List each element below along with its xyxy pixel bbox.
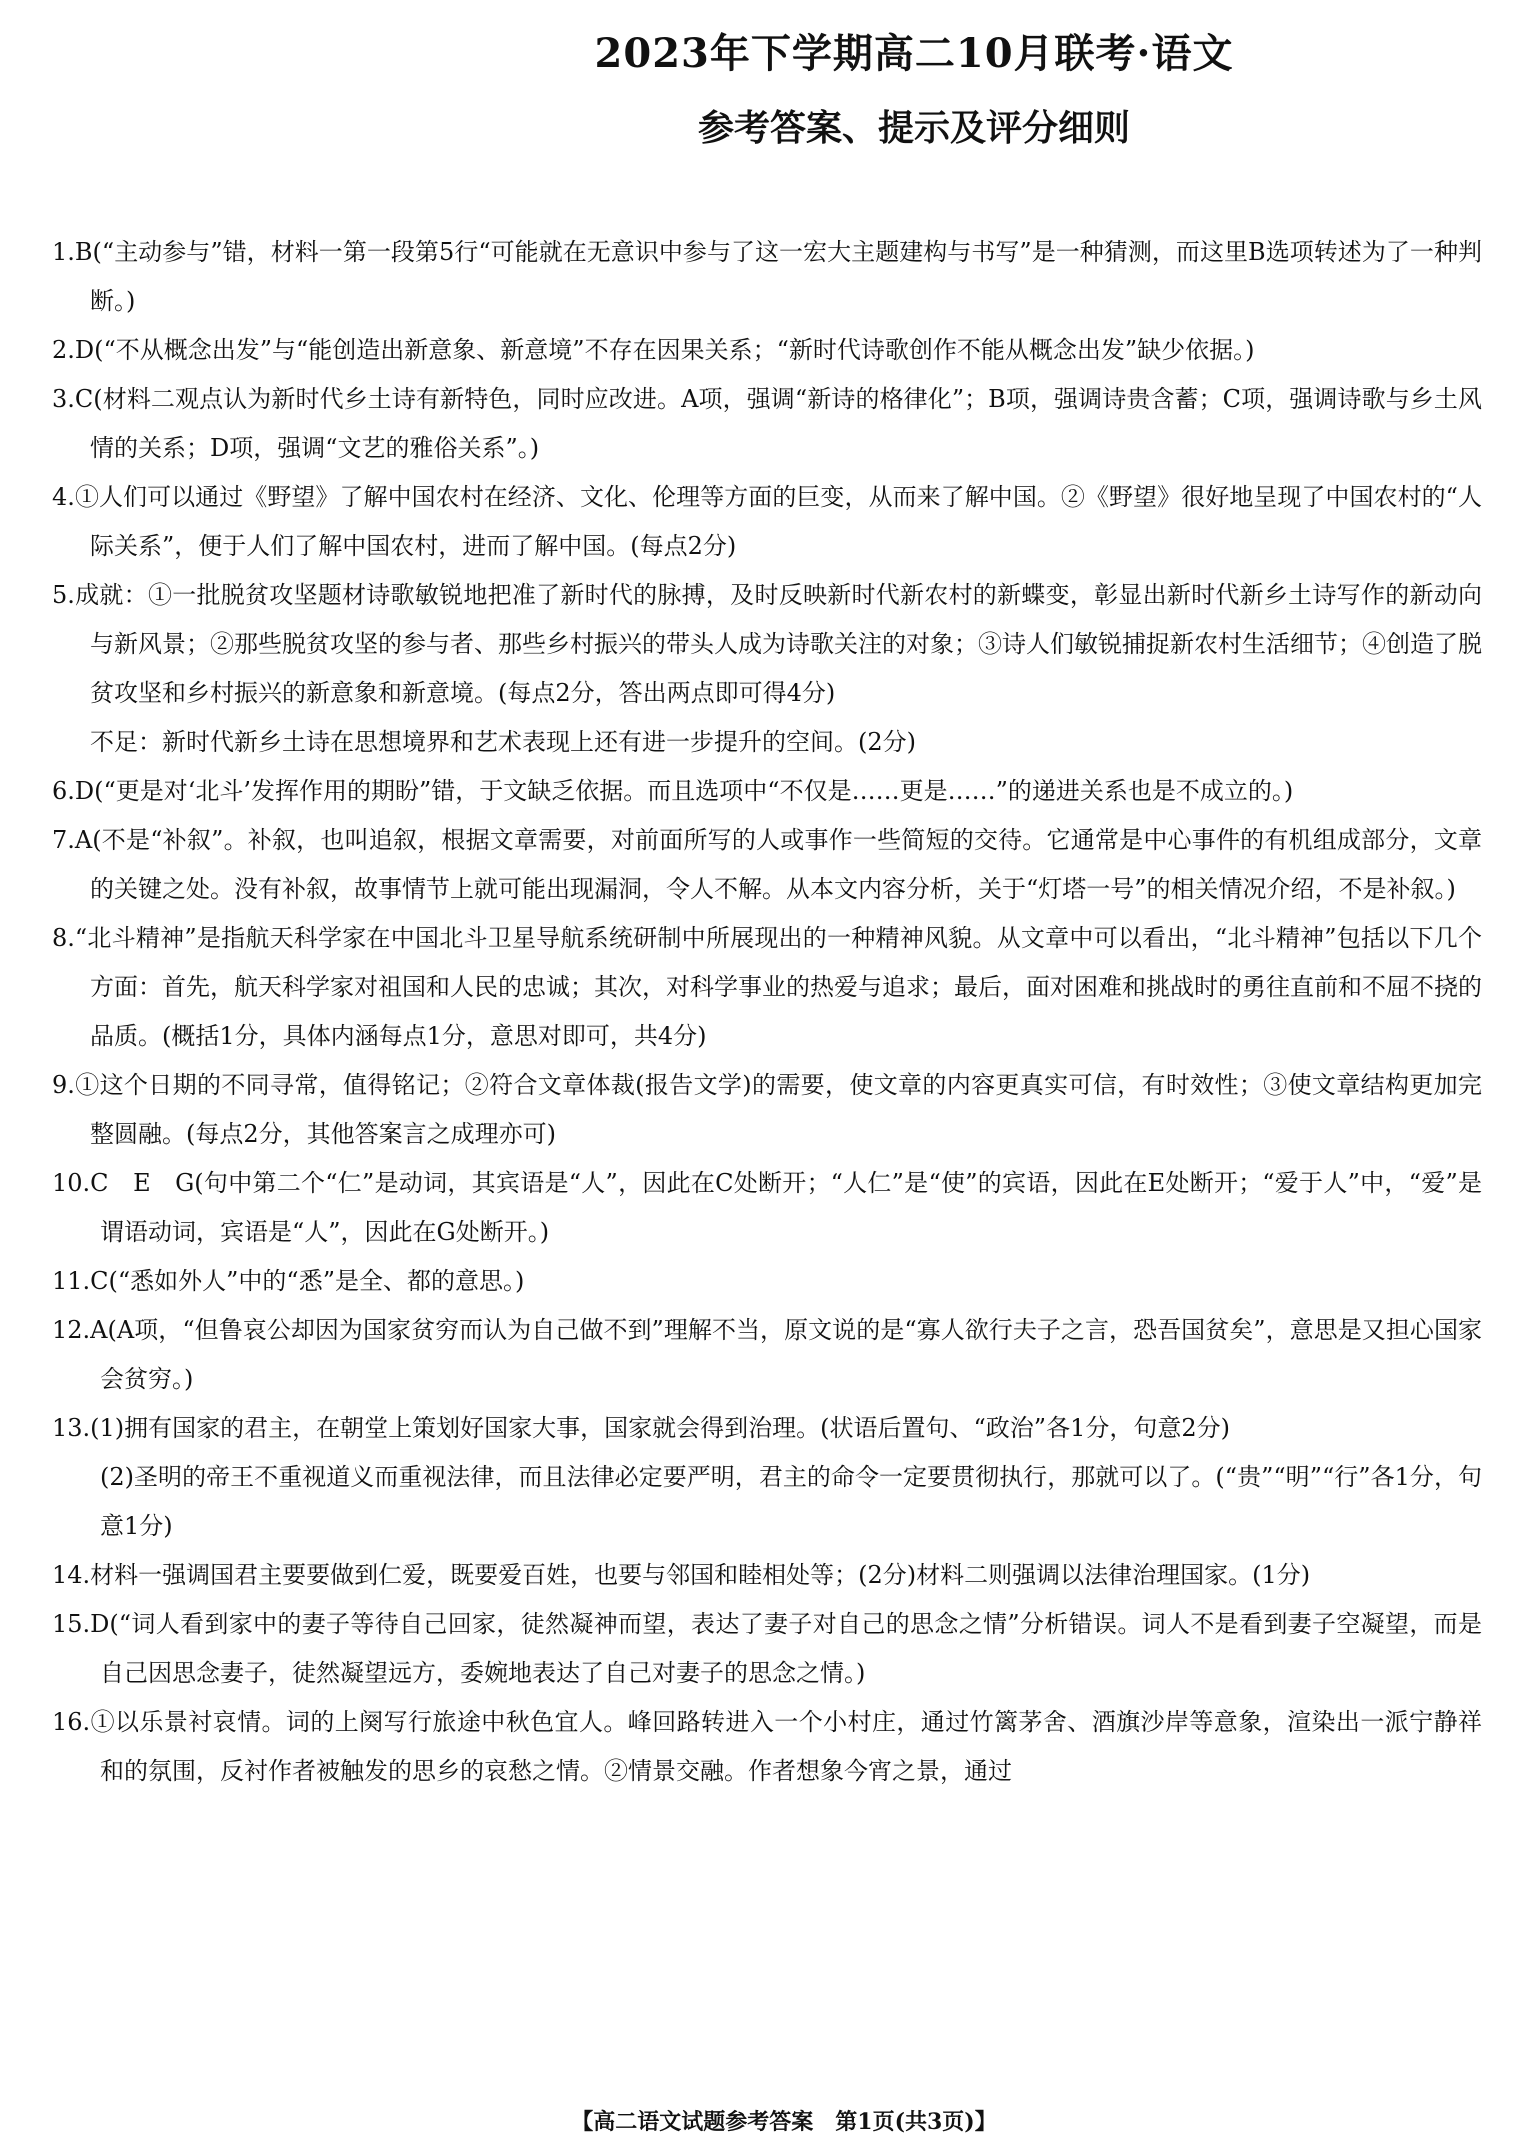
page-footer: 【高二语文试题参考答案 第1页(共3页)】 <box>571 2109 997 2135</box>
answer-5-extra: 不足：新时代新乡土诗在思想境界和艺术表现上还有进一步提升的空间。(2分) <box>90 728 916 756</box>
answer-14: 14.材料一强调国君主要要做到仁爱，既要爱百姓，也要与邻国和睦相处等；(2分)材料二则强调以法律治理国家。(1分) <box>52 1561 1311 1589</box>
answer-12: 12.A(A项，“但鲁哀公却因为国家贫穷而认为自己做不到”理解不当，原文说的是“寡人欲行夫子之言，恐吾国贫矣”，意思是又担心国家会贫穷。) <box>52 1316 1482 1393</box>
answer-4: 4.①人们可以通过《野望》了解中国农村在经济、文化、伦理等方面的巨变，从而来了解中国。②《野望》很好地呈现了中国农村的“人际关系”，便于人们了解中国农村，进而了解中国。(每点2分) <box>52 483 1482 560</box>
answer-15: 15.D(“词人看到家中的妻子等待自己回家，徒然凝神而望，表达了妻子对自己的思念之情”分析错误。词人不是看到妻子空凝望，而是自己因思念妻子，徒然凝望远方，委婉地表达了自己对妻子的思念之情。) <box>52 1610 1482 1687</box>
answer-6: 6.D(“更是对‘北斗’发挥作用的期盼”错，于文缺乏依据。而且选项中“不仅是……更是……”的递进关系也是不成立的。) <box>52 777 1294 805</box>
answer-8: 8.“北斗精神”是指航天科学家在中国北斗卫星导航系统研制中所展现出的一种精神风貌。从文章中可以看出，“北斗精神”包括以下几个方面：首先，航天科学家对祖国和人民的忠诚；其次，对科学事业的热爱与追求；最后，面对困难和挑战时的勇往直前和不屈不挠的品质。(概括1分，具体内涵每点1分，意思对即可，共4分) <box>52 924 1482 1050</box>
answers-list <box>52 228 1482 1796</box>
answer-13-extra: (2)圣明的帝王不重视道义而重视法律，而且法律必定要严明，君主的命令一定要贯彻执行，那就可以了。(“贵”“明”“行”各1分，句意1分) <box>100 1463 1482 1540</box>
page-subtitle: 参考答案、提示及评分细则 <box>697 107 1130 149</box>
answer-11: 11.C(“悉如外人”中的“悉”是全、都的意思。) <box>52 1267 525 1295</box>
answer-1: 1.B(“主动参与”错，材料一第一段第5行“可能就在无意识中参与了这一宏大主题建构与书写”是一种猜测，而这里B选项转述为了一种判断。) <box>52 238 1482 315</box>
answer-9: 9.①这个日期的不同寻常，值得铭记；②符合文章体裁(报告文学)的需要，使文章的内容更真实可信，有时效性；③使文章结构更加完整圆融。(每点2分，其他答案言之成理亦可) <box>52 1071 1482 1148</box>
answer-3: 3.C(材料二观点认为新时代乡土诗有新特色，同时应改进。A项，强调“新诗的格律化”；B项，强调诗贵含蓄；C项，强调诗歌与乡土风情的关系；D项，强调“文艺的雅俗关系”。) <box>52 385 1482 462</box>
answer-5: 5.成就：①一批脱贫攻坚题材诗歌敏锐地把准了新时代的脉搏，及时反映新时代新农村的新蝶变，彰显出新时代新乡土诗写作的新动向与新风景；②那些脱贫攻坚的参与者、那些乡村振兴的带头人成为诗歌关注的对象；③诗人们敏锐捕捉新农村生活细节；④创造了脱贫攻坚和乡村振兴的新意象和新意境。(每点2分，答出两点即可得4分) <box>52 581 1482 707</box>
page-title: 2023年下学期高二10月联考·语文 <box>594 30 1234 77</box>
answer-7: 7.A(不是“补叙”。补叙，也叫追叙，根据文章需要，对前面所写的人或事作一些简短的交待。它通常是中心事件的有机组成部分，文章的关键之处。没有补叙，故事情节上就可能出现漏洞，令人不解。从本文内容分析，关于“灯塔一号”的相关情况介绍，不是补叙。) <box>52 826 1482 903</box>
answer-13: 13.(1)拥有国家的君主，在朝堂上策划好国家大事，国家就会得到治理。(状语后置句、“政治”各1分，句意2分) <box>52 1414 1230 1442</box>
answer-2: 2.D(“不从概念出发”与“能创造出新意象、新意境”不存在因果关系；“新时代诗歌创作不能从概念出发”缺少依据。) <box>52 336 1255 364</box>
answer-10: 10.C E G(句中第二个“仁”是动词，其宾语是“人”，因此在C处断开；“人仁”是“使”的宾语，因此在E处断开；“爱于人”中，“爱”是谓语动词，宾语是“人”，因此在G处断开。) <box>52 1169 1482 1246</box>
answer-16: 16.①以乐景衬哀情。词的上阕写行旅途中秋色宜人。峰回路转进入一个小村庄，通过竹篱茅舍、酒旗沙岸等意象，渲染出一派宁静祥和的氛围，反衬作者被触发的思乡的哀愁之情。②情景交融。作者想象今宵之景，通过 <box>52 1708 1482 1785</box>
